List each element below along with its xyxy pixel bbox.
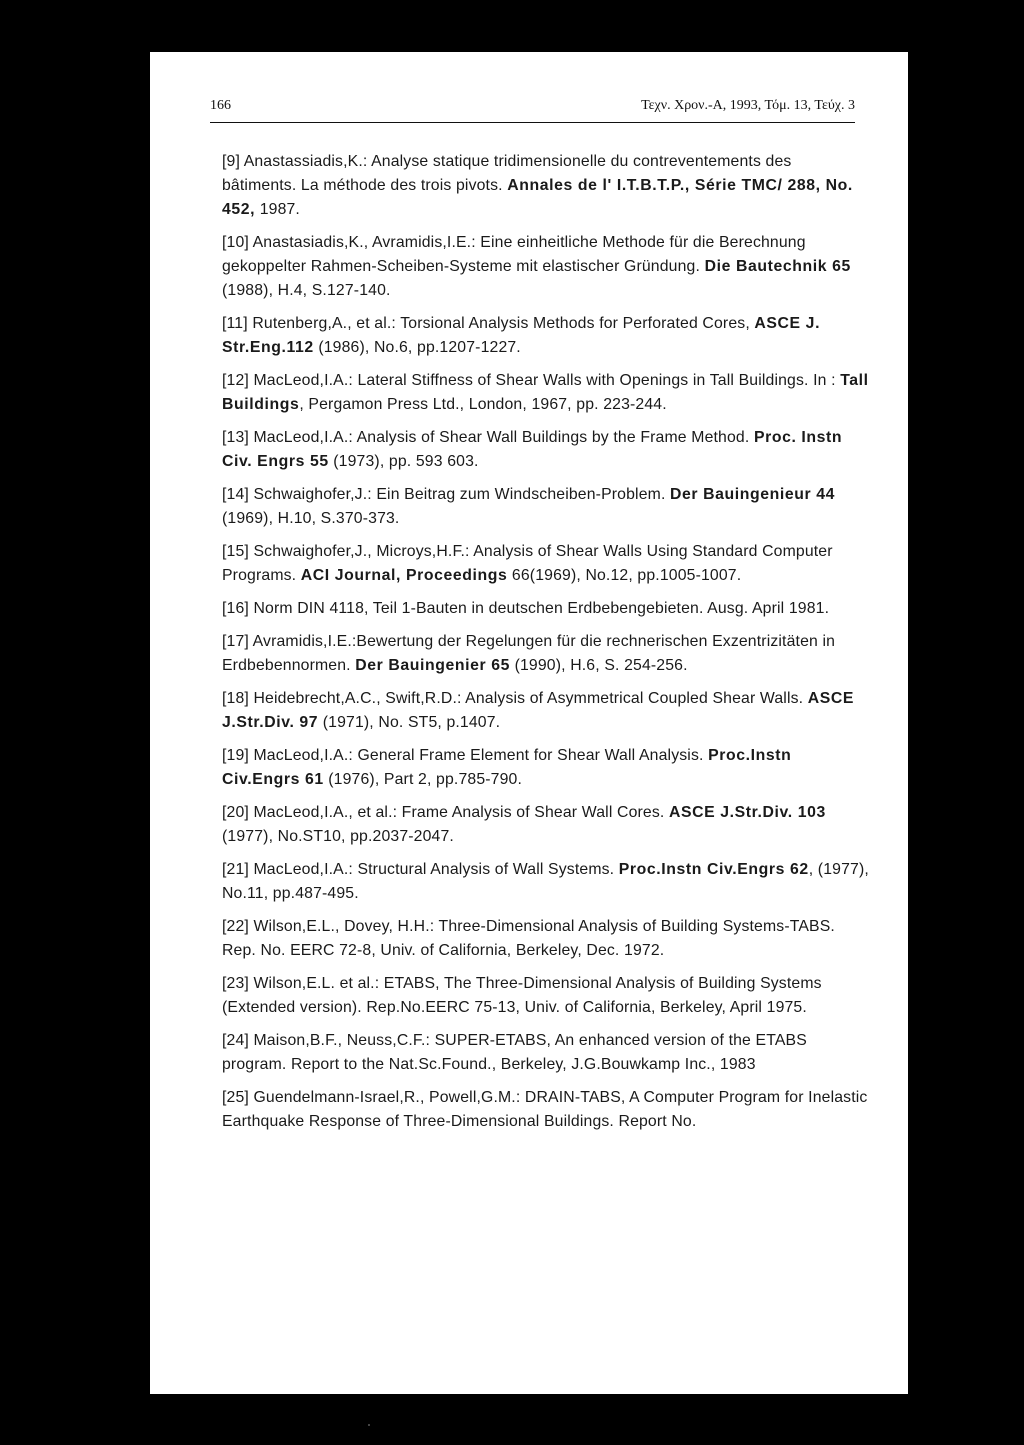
reference-item xyxy=(222,744,870,792)
reference-details: (1986), No.6, pp.1207-1227. xyxy=(313,339,521,356)
scan-speck xyxy=(368,1424,370,1426)
reference-text: MacLeod,I.A.: Lateral Stiffness of Shear Walls with Openings in Tall Buildings. In : xyxy=(253,372,841,389)
reference-item xyxy=(222,630,870,678)
reference-text: Maison,B.F., Neuss,C.F.: SUPER-ETABS, An enhanced version of the ETABS program. Report to the Nat.Sc.Found., Berkeley, J.G.Bouwkamp Inc., 1983 xyxy=(222,1032,807,1073)
reference-item xyxy=(222,540,870,588)
reference-number: [17] xyxy=(222,633,249,650)
reference-item xyxy=(222,312,870,360)
reference-details: (1988), H.4, S.127-140. xyxy=(222,282,391,299)
reference-text: Guendelmann-Israel,R., Powell,G.M.: DRAIN-TABS, A Computer Program for Inelastic Earthquake Response of Three-Dimensional Buildings. Report No. xyxy=(222,1089,868,1130)
reference-source: Der Bauingenier 65 xyxy=(355,657,511,674)
reference-text: MacLeod,I.A.: General Frame Element for Shear Wall Analysis. xyxy=(253,747,709,764)
reference-source: Tall Buildings xyxy=(222,372,869,413)
reference-number: [18] xyxy=(222,690,249,707)
reference-item xyxy=(222,972,870,1020)
reference-source: Proc.Instn Civ.Engrs 62 xyxy=(618,861,809,878)
reference-source: Annales de l' I.T.B.T.P., Série TMC/ 288, No. 452, xyxy=(222,177,853,218)
reference-text: Norm DIN 4118, Teil 1-Bauten in deutschen Erdbebengebieten. Ausg. April 1981. xyxy=(253,600,830,617)
reference-text: MacLeod,I.A., et al.: Frame Analysis of Shear Wall Cores. xyxy=(253,804,669,821)
reference-item xyxy=(222,687,870,735)
reference-text: Anastasiadis,K., Avramidis,I.E.: Eine einheitliche Methode für die Berechnung gekoppelter Rahmen-Scheiben-Systeme mit elastischer Gründung. xyxy=(222,234,806,275)
reference-number: [21] xyxy=(222,861,249,878)
reference-text: Anastassiadis,K.: Analyse statique tridimensionelle du contreventements des bâtiments. La méthode des trois pivots. xyxy=(222,153,792,194)
reference-text: MacLeod,I.A.: Structural Analysis of Wall Systems. xyxy=(253,861,619,878)
reference-item xyxy=(222,858,870,906)
reference-details: (1990), H.6, S. 254-256. xyxy=(510,657,688,674)
page-number: 166 xyxy=(210,98,231,113)
reference-item xyxy=(222,150,870,222)
reference-number: [22] xyxy=(222,918,249,935)
reference-item xyxy=(222,231,870,303)
reference-source: Die Bautechnik 65 xyxy=(704,258,851,275)
reference-item xyxy=(222,1086,870,1134)
reference-text: Wilson,E.L. et al.: ETABS, The Three-Dimensional Analysis of Building Systems (Extended version). Rep.No.EERC 75-13, Univ. of California, Berkeley, April 1975. xyxy=(222,975,822,1016)
reference-item xyxy=(222,483,870,531)
reference-details: (1976), Part 2, pp.785-790. xyxy=(323,771,523,788)
reference-number: [19] xyxy=(222,747,249,764)
reference-text: MacLeod,I.A.: Analysis of Shear Wall Buildings by the Frame Method. xyxy=(253,429,754,446)
reference-source: ASCE J. Str.Eng.112 xyxy=(222,315,821,356)
reference-number: [20] xyxy=(222,804,249,821)
reference-number: [12] xyxy=(222,372,249,389)
reference-number: [16] xyxy=(222,600,249,617)
reference-details: , Pergamon Press Ltd., London, 1967, pp. 223-244. xyxy=(299,396,667,413)
reference-number: [10] xyxy=(222,234,249,251)
reference-details: 66(1969), No.12, pp.1005-1007. xyxy=(507,567,742,584)
reference-details: 1987. xyxy=(255,201,300,218)
reference-number: [11] xyxy=(222,315,248,332)
reference-item xyxy=(222,915,870,963)
reference-text: Rutenberg,A., et al.: Torsional Analysis Methods for Perforated Cores, xyxy=(252,315,755,332)
reference-source: ACI Journal, Proceedings xyxy=(300,567,508,584)
reference-number: [25] xyxy=(222,1089,249,1106)
reference-item xyxy=(222,369,870,417)
reference-number: [9] xyxy=(222,153,241,170)
reference-number: [24] xyxy=(222,1032,249,1049)
reference-details: (1977), No.ST10, pp.2037-2047. xyxy=(222,828,454,845)
reference-source: Proc.Instn Civ.Engrs 61 xyxy=(222,747,792,788)
reference-number: [14] xyxy=(222,486,249,503)
reference-details: (1969), H.10, S.370-373. xyxy=(222,510,400,527)
reference-details: (1971), No. ST5, p.1407. xyxy=(318,714,501,731)
reference-text: Schwaighofer,J., Microys,H.F.: Analysis of Shear Walls Using Standard Computer Programs. xyxy=(222,543,833,584)
reference-text: Heidebrecht,A.C., Swift,R.D.: Analysis of Asymmetrical Coupled Shear Walls. xyxy=(253,690,808,707)
page-header xyxy=(210,98,855,123)
reference-source: Der Bauingenieur 44 xyxy=(670,486,836,503)
reference-details: , (1977), No.11, pp.487-495. xyxy=(222,861,869,902)
reference-text: Wilson,E.L., Dovey, H.H.: Three-Dimensional Analysis of Building Systems-TABS. Rep. No. EERC 72-8, Univ. of California, Berkeley, Dec. 1972. xyxy=(222,918,835,959)
journal-reference: Τεχν. Χρον.-Α, 1993, Τόμ. 13, Τεύχ. 3 xyxy=(641,98,855,113)
reference-number: [13] xyxy=(222,429,249,446)
reference-item xyxy=(222,801,870,849)
reference-text: Avramidis,I.E.:Bewertung der Regelungen für die rechnerischen Exzentrizitäten in Erdbebennormen. xyxy=(222,633,836,674)
reference-source: Proc. Instn Civ. Engrs 55 xyxy=(222,429,843,470)
reference-item xyxy=(222,597,870,621)
reference-number: [23] xyxy=(222,975,249,992)
reference-details: (1973), pp. 593 603. xyxy=(328,453,479,470)
reference-text: Schwaighofer,J.: Ein Beitrag zum Windscheiben-Problem. xyxy=(253,486,671,503)
reference-source: ASCE J.Str.Div. 97 xyxy=(222,690,855,731)
reference-item xyxy=(222,1029,870,1077)
reference-number: [15] xyxy=(222,543,249,560)
reference-source: ASCE J.Str.Div. 103 xyxy=(669,804,826,821)
reference-list xyxy=(222,150,870,1143)
reference-item xyxy=(222,426,870,474)
